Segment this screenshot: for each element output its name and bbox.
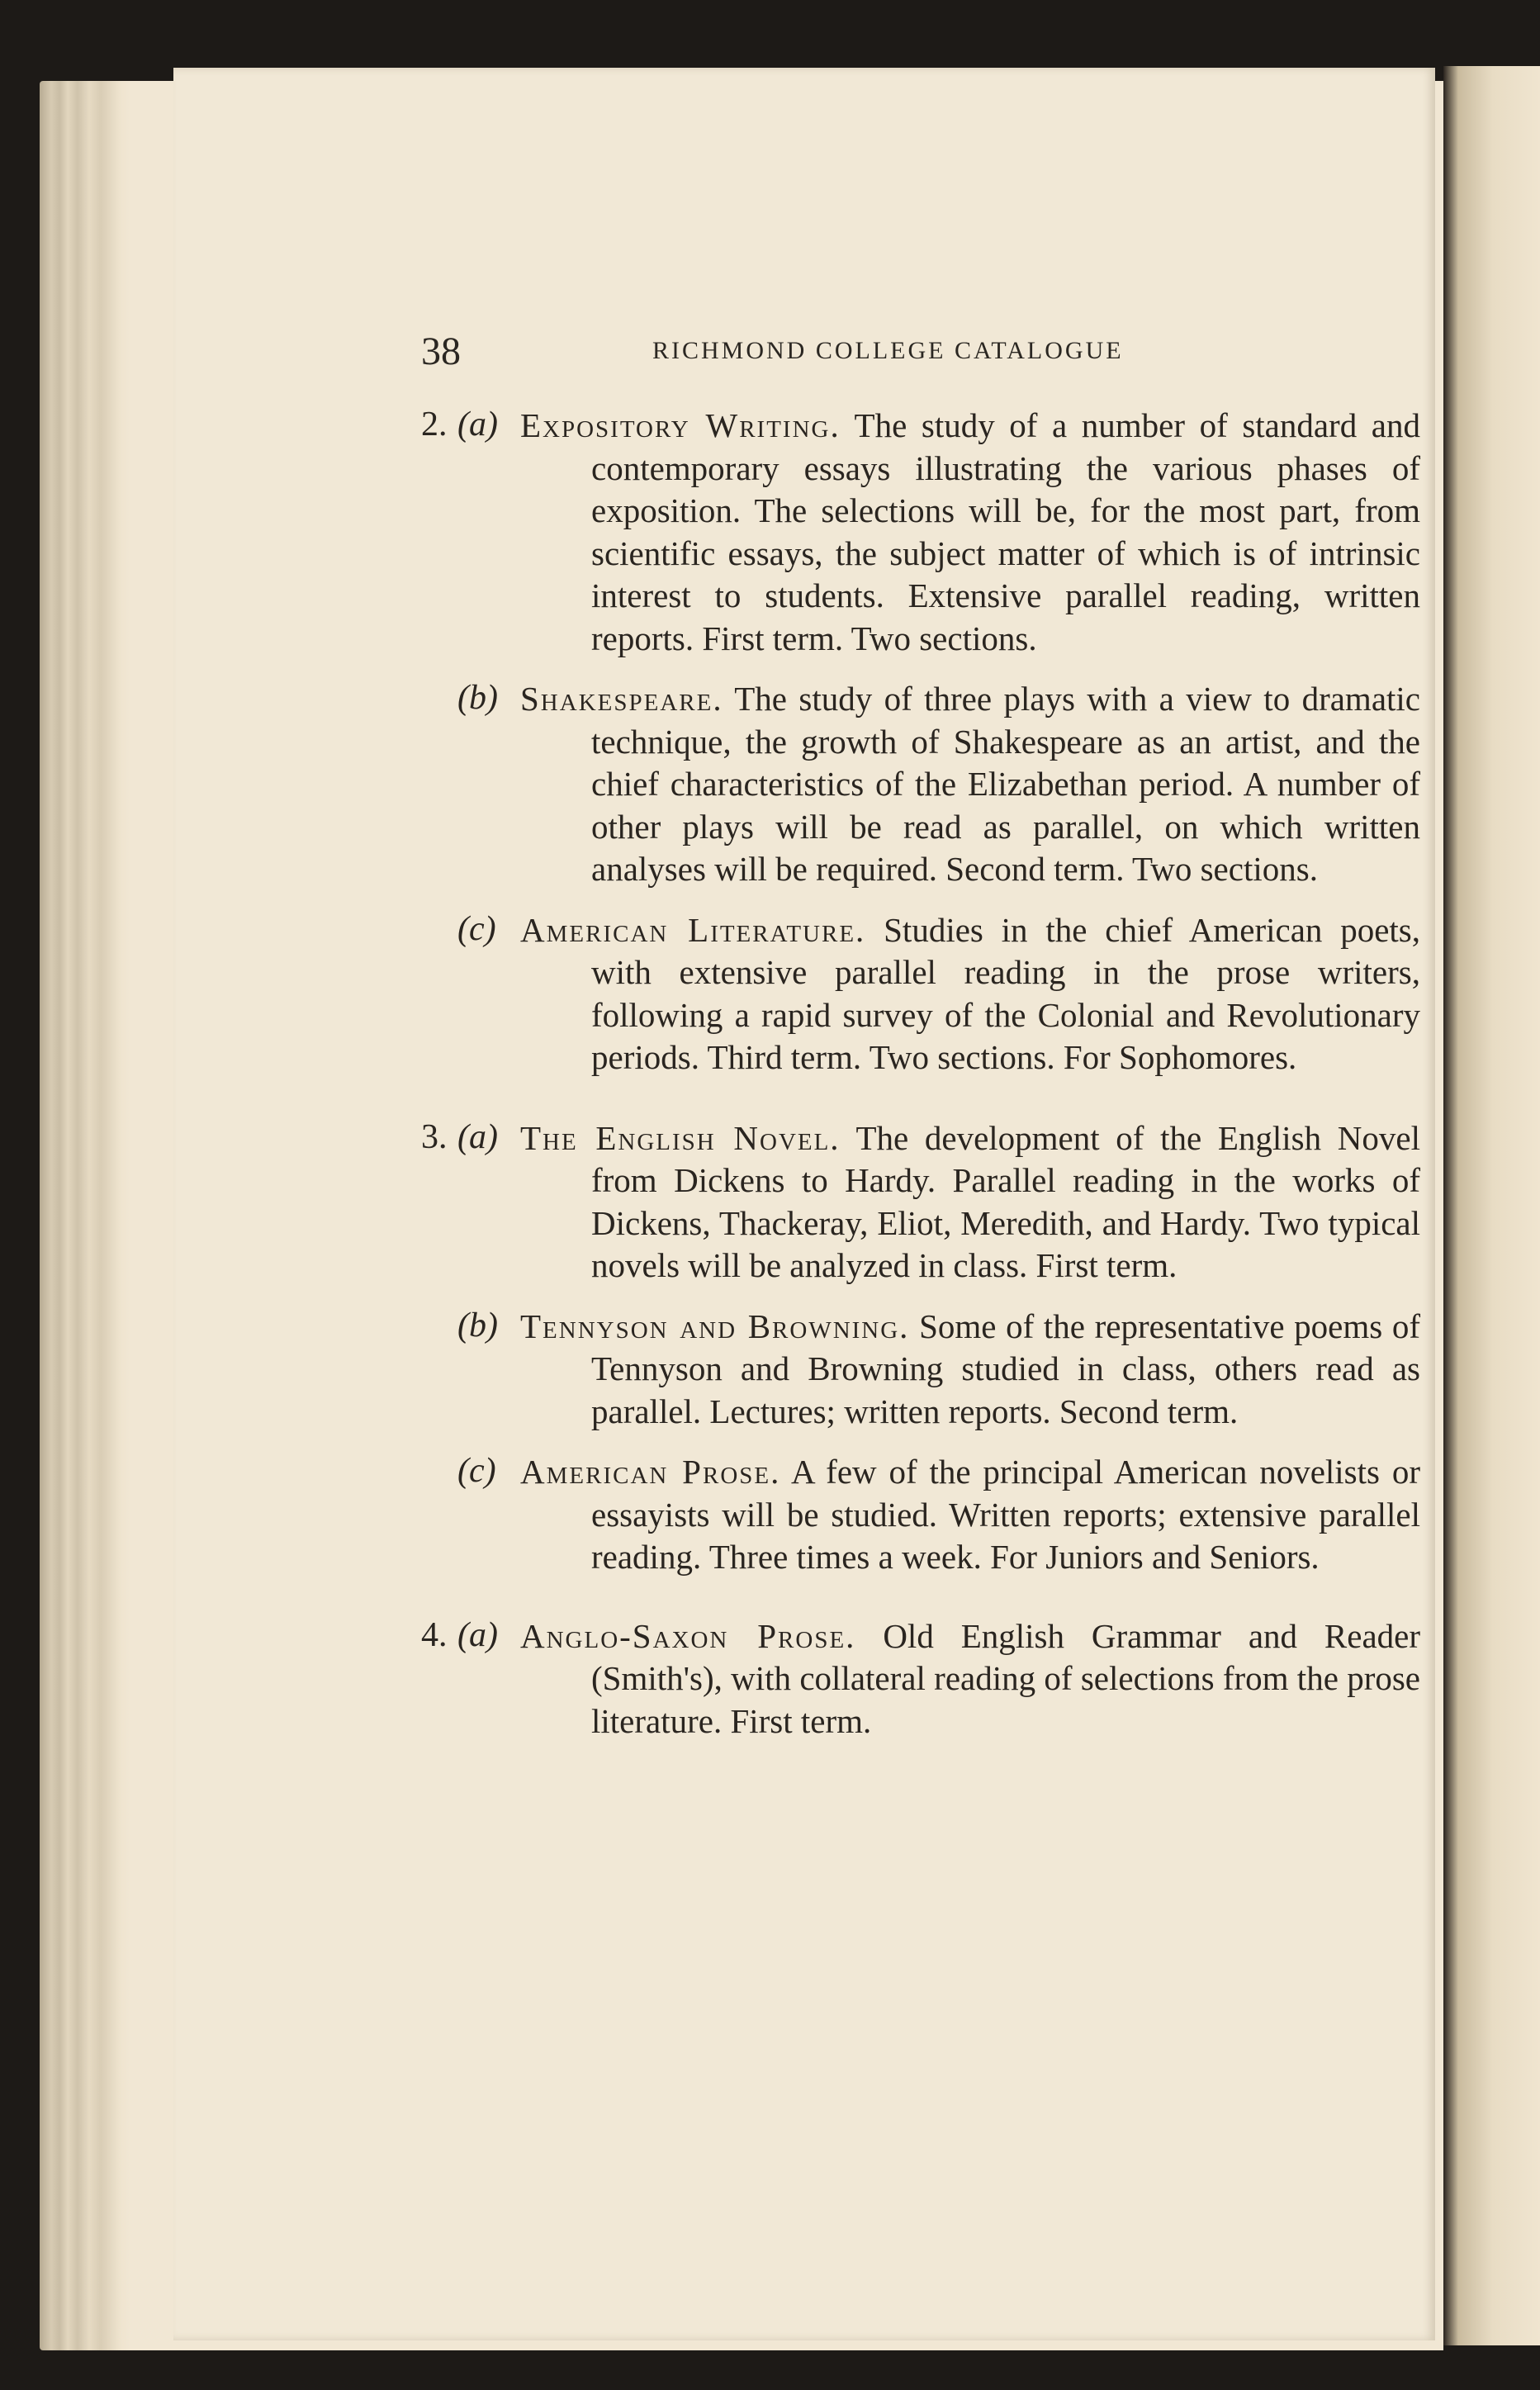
facing-page-edge: [1443, 66, 1540, 2345]
entry-label: (c): [457, 1452, 496, 1490]
entry-label: (a): [457, 1117, 498, 1156]
course-entry: [421, 405, 1420, 660]
entry-label: (b): [457, 679, 498, 717]
page-number: 38: [421, 330, 461, 373]
entry-body: [520, 1451, 1420, 1579]
course-description: The study of three plays with a view to dramatic technique, the growth of Shakespeare as an artist, and the chief characteristics of the Elizabethan period. A number of other plays will be read as parallel, on which written analyses will be required. Second term. Two sections.: [591, 680, 1421, 888]
running-head: RICHMOND COLLEGE CATALOGUE: [652, 337, 1124, 364]
catalogue-text: [421, 405, 1420, 1779]
entry-label: (c): [457, 909, 496, 948]
course-entry: [421, 1117, 1420, 1287]
course-description: A few of the principal American novelists or essayists will be studied. Written reports; extensive parallel reading. Three times a week. For Juniors and Seniors.: [591, 1453, 1420, 1576]
section-number: 2.: [421, 405, 448, 443]
entry-body: [520, 909, 1420, 1079]
course-entry: [421, 1306, 1420, 1434]
course-title: The English Novel.: [520, 1118, 841, 1157]
section-number: 4.: [421, 1615, 448, 1654]
entry-body: [520, 1615, 1420, 1743]
entry-body: [520, 1117, 1420, 1287]
course-section-4: [421, 1615, 1420, 1743]
course-description: Studies in the chief American poets, with extensive parallel reading in the prose writers, following a rapid survey of the Colonial and Revolutionary periods. Third term. Two sections. For Sophomores.: [591, 910, 1420, 1076]
course-entry: [421, 678, 1420, 891]
entry-label: (a): [457, 1615, 498, 1654]
course-title: Anglo-Saxon Prose.: [520, 1616, 856, 1655]
entry-label: (a): [457, 405, 498, 443]
entry-body: [520, 405, 1420, 660]
course-description: Some of the representative poems of Tennyson and Browning studied in class, others read as parallel. Lectures; written reports. Second term.: [591, 1306, 1420, 1430]
section-number: 3.: [421, 1117, 448, 1156]
entry-body: [520, 1306, 1420, 1434]
course-description: The development of the English Novel from Dickens to Hardy. Parallel reading in the works of Dickens, Thackeray, Eliot, Meredith, and Hardy. Two typical novels will be analyzed in class. First term.: [591, 1118, 1420, 1284]
course-title: American Literature.: [520, 910, 866, 949]
course-title: Expository Writing.: [520, 406, 841, 444]
course-description: Old English Grammar and Reader (Smith's), with collateral reading of selections from the prose literature. First term.: [591, 1616, 1421, 1740]
course-entry: [421, 909, 1420, 1079]
course-description: The study of a number of standard and contemporary essays illustrating the various phases of exposition. The selections will be, for the most part, from scientific essays, the subject matter of which is of intrinsic interest to students. Extensive parallel reading, written reports. First term. Two sections.: [591, 406, 1420, 657]
course-section-2: [421, 405, 1420, 1079]
entry-label: (b): [457, 1306, 498, 1344]
page-header: [421, 329, 1395, 378]
course-section-3: [421, 1117, 1420, 1579]
course-title: Shakespeare.: [520, 680, 723, 718]
course-title: Tennyson and Browning.: [520, 1306, 910, 1345]
course-entry: [421, 1615, 1420, 1743]
course-title: American Prose.: [520, 1453, 781, 1491]
entry-body: [520, 678, 1420, 891]
course-entry: [421, 1451, 1420, 1579]
